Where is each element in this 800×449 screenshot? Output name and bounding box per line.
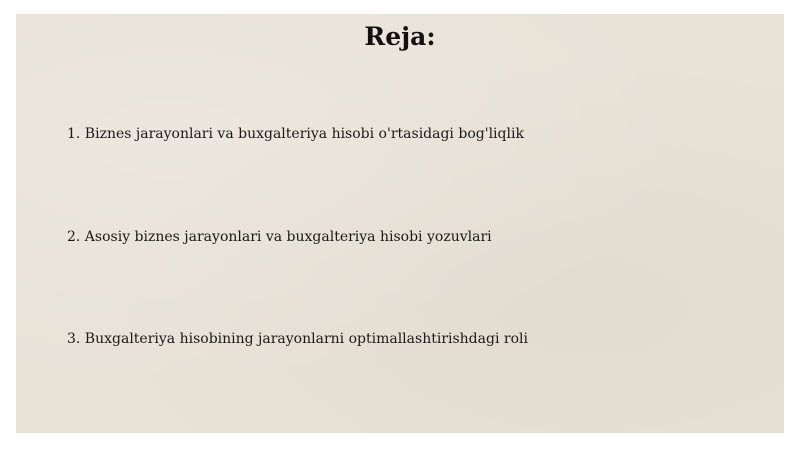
agenda-item-2: 2. Asosiy biznes jarayonlari va buxgalteriya hisobi yozuvlari [67, 229, 492, 245]
slide [16, 14, 784, 433]
slide-title: Reja: [364, 22, 436, 51]
agenda-item-1: 1. Biznes jarayonlari va buxgalteriya hisobi o'rtasidagi bog'liqlik [67, 126, 524, 142]
agenda-item-3: 3. Buxgalteriya hisobining jarayonlarni optimallashtirishdagi roli [67, 331, 528, 347]
